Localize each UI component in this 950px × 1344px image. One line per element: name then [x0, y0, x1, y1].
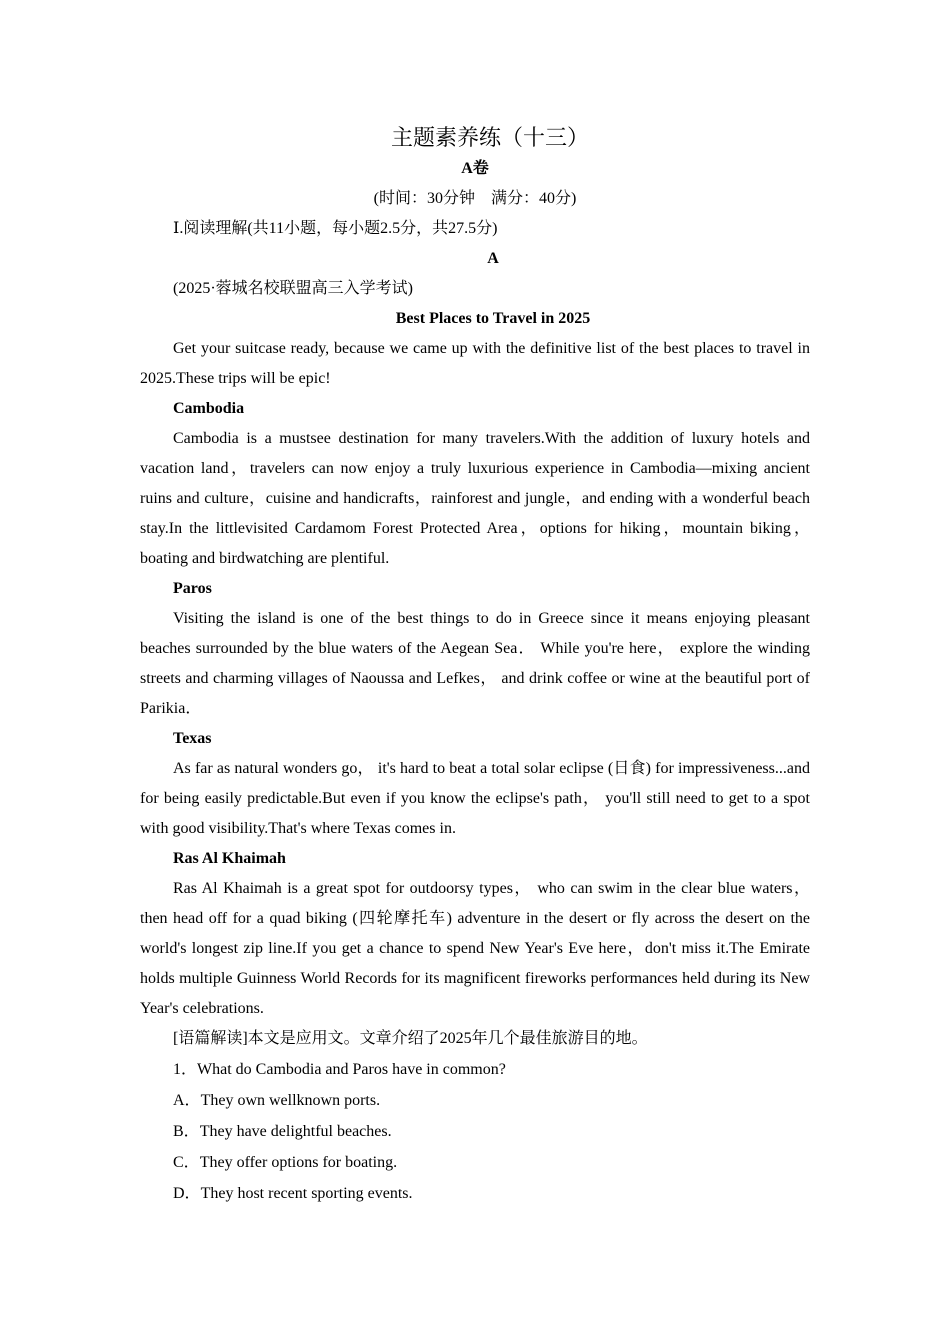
- destination-text-texas: As far as natural wonders go， it's hard to beat a total solar eclipse (日食) for impressiveness...and for being easily predictable.But even if you know the eclipse's path， you'll still need to get to a spot with good visibility.That's where Texas comes in.: [140, 760, 810, 837]
- option-letter: C．: [173, 1154, 200, 1171]
- section-info: (共11小题，每小题2.5分，共27.5分): [247, 220, 498, 237]
- option-text: They offer options for boating.: [199, 1154, 398, 1171]
- time-info: (时间：30分钟 满分：40分): [373, 190, 577, 207]
- analysis-text: 本文是应用文。文章介绍了2025年几个最佳旅游目的地。: [247, 1030, 648, 1047]
- option-text: They own wellknown ports.: [200, 1092, 381, 1109]
- destination-text-cambodia: Cambodia is a mustsee destination for many travelers.With the addition of luxury hotels and vacation land，travelers can now enjoy a truly luxurious experience in Cambodia—mixing ancient ruins and culture，cuisine and handicrafts，rainforest and jungle，and ending with a wonderful beach stay.In the littlevisited Cardamom Forest Protected Area，options for hiking，mountain biking，boating and birdwatching are plentiful.: [140, 430, 810, 567]
- answer-option-a[interactable]: [140, 1085, 810, 1116]
- article-title: Best Places to Travel in 2025: [395, 310, 591, 327]
- option-text: They host recent sporting events.: [200, 1185, 413, 1202]
- answer-option-b[interactable]: [140, 1116, 810, 1147]
- page-title: 主题素养练（十三）: [390, 126, 589, 151]
- option-letter: A．: [173, 1092, 201, 1109]
- answer-option-c[interactable]: [140, 1147, 810, 1178]
- destination-heading-cambodia: Cambodia: [173, 400, 245, 417]
- question-stem: [140, 1054, 810, 1085]
- article-intro: Get your suitcase ready, because we came up with the definitive list of the best places to travel in 2025.These trips will be epic!: [140, 340, 810, 387]
- section-heading: [140, 214, 810, 244]
- destination-heading-texas: Texas: [173, 730, 212, 747]
- answer-option-d[interactable]: [140, 1178, 810, 1209]
- question-number: 1．: [173, 1061, 198, 1078]
- option-letter: D．: [173, 1185, 201, 1202]
- passage-analysis: [140, 1024, 810, 1054]
- destination-heading-paros: Paros: [173, 580, 212, 597]
- passage-letter: A: [487, 250, 499, 267]
- option-text: They have delightful beaches.: [199, 1123, 392, 1140]
- section-label: Ⅰ.阅读理解: [173, 220, 248, 237]
- destination-text-ras-al-khaimah: Ras Al Khaimah is a great spot for outdoorsy types， who can swim in the clear blue waters， then head off for a quad biking (四轮摩托车) adventure in the desert or fly across the desert on the world's longest zip line.If you get a chance to spend New Year's Eve here，don't miss it.The Emirate holds multiple Guinness World Records for its magnificent fireworks performances held during its New Year's celebrations.: [140, 880, 811, 1017]
- passage-source: (2025·蓉城名校联盟高三入学考试): [173, 280, 413, 297]
- destination-heading-ras-al-khaimah: Ras Al Khaimah: [173, 850, 286, 867]
- volume-label: A卷: [461, 160, 489, 177]
- destination-text-paros: Visiting the island is one of the best things to do in Greece since it means enjoying pleasant beaches surrounded by the blue waters of the Aegean Sea． While you're here， explore the winding streets and charming villages of Naoussa and Lefkes， and drink coffee or wine at the beautiful port of Parikia．: [140, 610, 810, 717]
- option-letter: B．: [173, 1123, 200, 1140]
- analysis-label: [语篇解读]: [173, 1030, 248, 1047]
- page-content: [140, 122, 810, 1209]
- question-text: What do Cambodia and Paros have in common?: [197, 1061, 506, 1078]
